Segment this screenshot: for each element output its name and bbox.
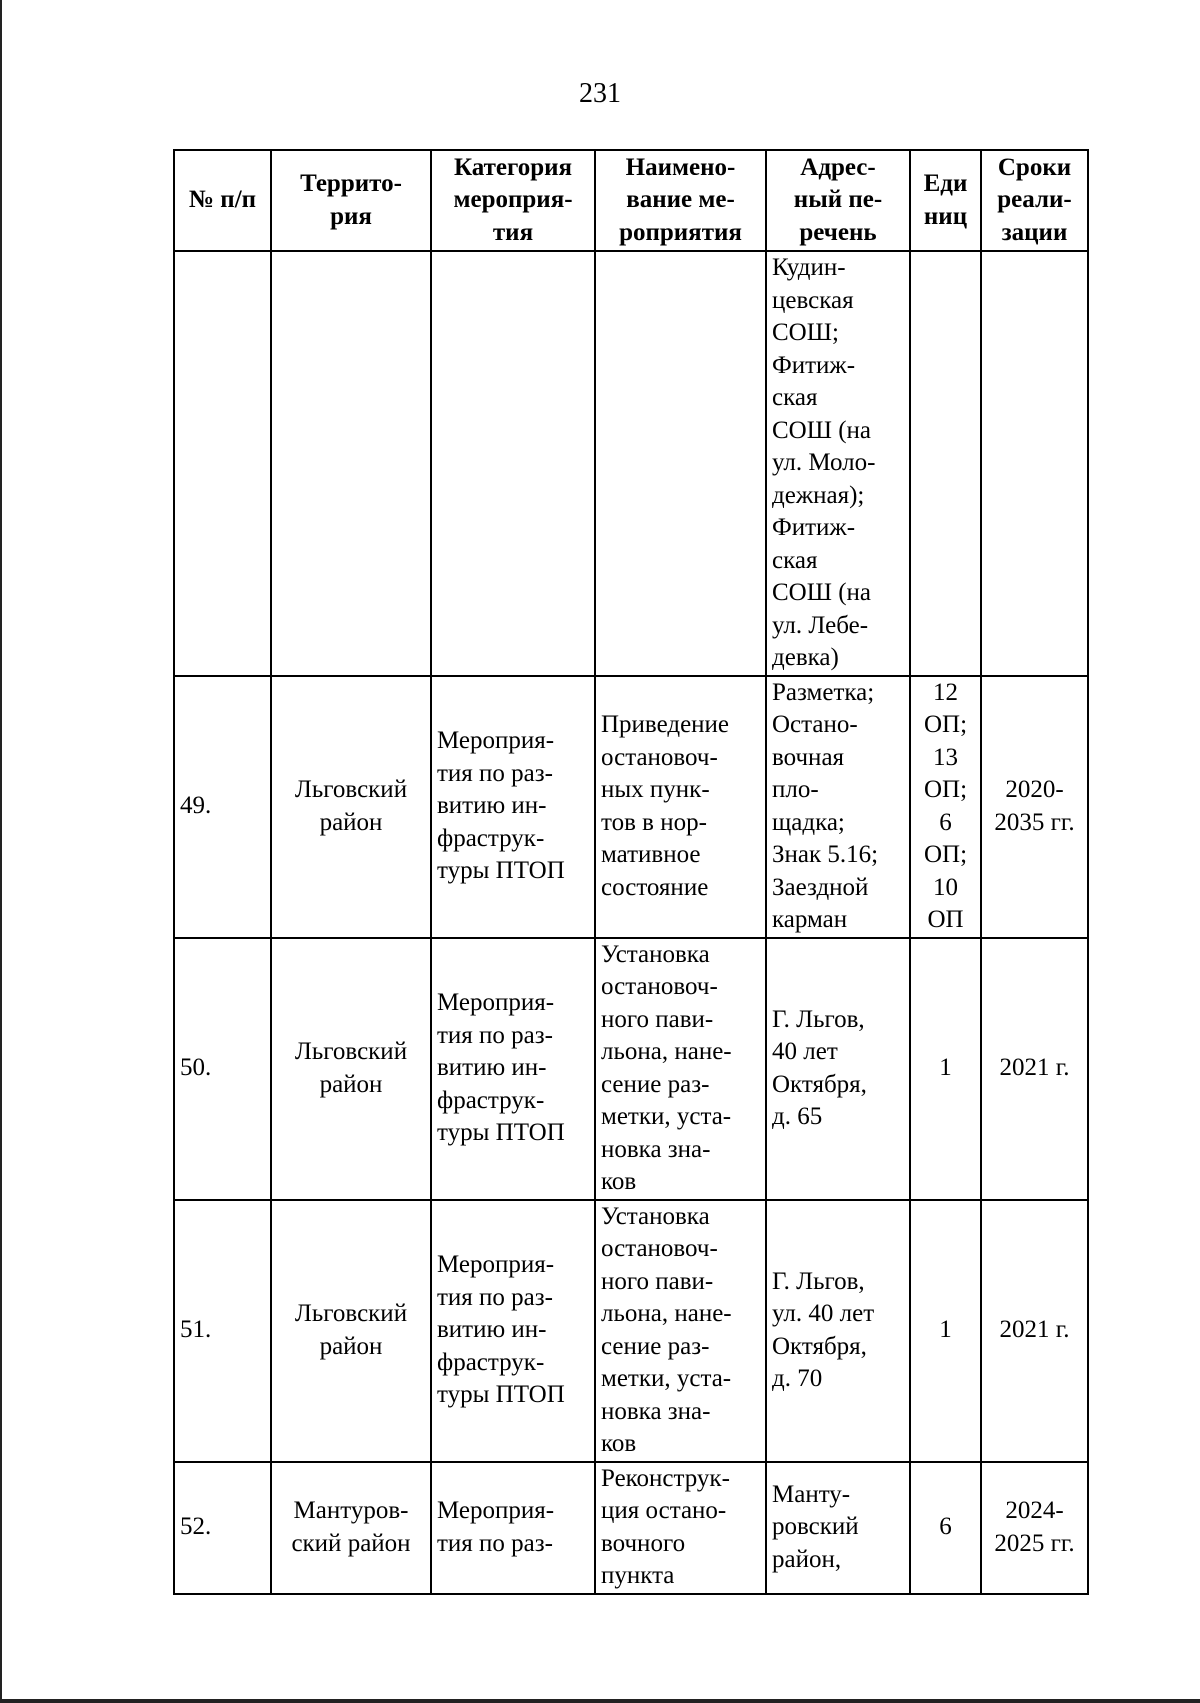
page-number: 231	[579, 78, 621, 109]
cell-text-line: ул. Лебе-	[772, 611, 869, 639]
cell-text-line: тия по раз-	[437, 1021, 553, 1049]
cell-text-line: вочного	[601, 1529, 686, 1557]
cell-units	[910, 676, 981, 938]
header-text-line: Сроки	[997, 153, 1072, 181]
cell-text-line: туры ПТОП	[437, 857, 565, 885]
header-text-line: речень	[799, 218, 877, 246]
header-text-line: Наимено-	[625, 153, 736, 181]
cell-territory	[271, 938, 431, 1200]
cell-text-line: 2025 гг.	[994, 1529, 1075, 1557]
cell-period	[981, 1200, 1088, 1462]
cell-text-line: ская	[772, 546, 818, 574]
header-text-line: ниц	[923, 202, 968, 230]
table-row	[174, 1462, 1088, 1594]
cell-number: 49.	[174, 676, 271, 938]
cell-text-line: район	[319, 1332, 383, 1360]
cell-text-line: район,	[772, 1545, 842, 1573]
cell-text-line: д. 65	[772, 1103, 823, 1130]
cell-text-line: пло-	[772, 776, 819, 803]
cell-text-line: витию ин-	[437, 1316, 547, 1344]
cell-number: 52.	[174, 1462, 271, 1594]
cell-units	[910, 1200, 981, 1462]
table-body	[174, 251, 1088, 1594]
cell-text-line: вочная	[772, 743, 845, 771]
cell-text-line: сение раз-	[601, 1070, 710, 1098]
cell-text-line: туры ПТОП	[437, 1119, 565, 1147]
cell-text-line: новка зна-	[601, 1135, 711, 1163]
header-name	[595, 150, 766, 251]
cell-category	[431, 1462, 595, 1594]
cell-text-line: 10	[933, 873, 958, 901]
header-category	[431, 150, 595, 251]
cell-measure-name	[595, 1200, 766, 1462]
cell-text-line: ул. 40 лет	[772, 1300, 875, 1327]
cell-text-line: сение раз-	[601, 1332, 710, 1360]
header-text-line: ный пе-	[793, 186, 883, 214]
cell-period	[981, 251, 1088, 676]
cell-text-line: ОП;	[923, 776, 968, 803]
header-num	[174, 150, 271, 251]
cell-text-line: Льговский	[294, 1300, 408, 1327]
cell-territory	[271, 1200, 431, 1462]
cell-text-line: фраструк-	[437, 1086, 545, 1114]
cell-text-line: СОШ (на	[772, 579, 871, 606]
header-text-line: Еди	[923, 170, 968, 197]
measures-table	[173, 149, 1089, 1595]
cell-address	[766, 1462, 910, 1594]
cell-text-line: Мантуров-	[293, 1497, 409, 1524]
cell-text-line: 1	[939, 1316, 952, 1344]
cell-text-line: 40 лет	[772, 1038, 838, 1065]
cell-address	[766, 938, 910, 1200]
cell-text-line: Октября,	[772, 1332, 867, 1360]
cell-measure-name	[595, 676, 766, 938]
cell-text-line: девка)	[772, 644, 839, 671]
cell-text-line: Г. Льгов,	[772, 1005, 865, 1033]
cell-territory	[271, 676, 431, 938]
cell-text-line: туры ПТОП	[437, 1381, 565, 1409]
cell-text-line: Заездной	[772, 873, 869, 901]
header-territory	[271, 150, 431, 251]
header-text-line: роприятия	[619, 218, 742, 246]
cell-text-line: карман	[772, 906, 848, 933]
cell-text-line: остановоч-	[601, 1235, 718, 1262]
cell-address	[766, 676, 910, 938]
cell-text-line: д. 70	[772, 1365, 823, 1392]
cell-text-line: ОП	[927, 906, 964, 933]
cell-text-line: фраструк-	[437, 824, 545, 852]
cell-text-line: Манту-	[772, 1480, 851, 1508]
cell-units	[910, 1462, 981, 1594]
cell-text-line: метки, уста-	[601, 1365, 732, 1392]
cell-text-line: ного пави-	[601, 1267, 714, 1295]
cell-text-line: район	[319, 808, 383, 836]
cell-text-line: 1	[939, 1054, 952, 1082]
cell-text-line: ных пунк-	[601, 776, 710, 803]
cell-text-line: остановоч-	[601, 973, 718, 1000]
cell-text-line: Мероприя-	[437, 727, 555, 755]
cell-text-line: щадка;	[772, 808, 845, 836]
cell-text-line: новка зна-	[601, 1397, 711, 1425]
cell-text-line: Установка	[601, 1202, 710, 1230]
cell-text-line: Приведение	[601, 711, 730, 738]
table-row	[174, 676, 1088, 938]
cell-text-line: Октября,	[772, 1070, 867, 1098]
cell-text-line: Г. Льгов,	[772, 1267, 865, 1295]
cell-text-line: дежная);	[772, 481, 865, 509]
header-text-line: тия	[492, 218, 534, 246]
cell-text-line: ного пави-	[601, 1005, 714, 1033]
cell-text-line: Кудин-	[772, 254, 846, 281]
cell-text-line: 6	[939, 808, 952, 836]
cell-measure-name	[595, 251, 766, 676]
table-header-row	[174, 150, 1088, 251]
scan-edge-bottom	[0, 1699, 1200, 1703]
cell-text-line: 2021 г.	[999, 1054, 1070, 1082]
cell-text-line: ция остано-	[601, 1497, 727, 1524]
cell-category	[431, 676, 595, 938]
cell-text-line: 6	[939, 1513, 952, 1541]
cell-text-line: льона, нане-	[601, 1300, 732, 1327]
cell-text-line: тия по раз-	[437, 1283, 553, 1311]
cell-text-line: состояние	[601, 873, 709, 901]
cell-measure-name	[595, 938, 766, 1200]
cell-text-line: Льговский	[294, 1038, 408, 1065]
cell-text-line: цевская	[772, 286, 854, 314]
table-row	[174, 938, 1088, 1200]
cell-period	[981, 1462, 1088, 1594]
cell-text-line: Мероприя-	[437, 989, 555, 1017]
cell-address	[766, 1200, 910, 1462]
header-text-line: Категория	[453, 153, 573, 181]
cell-text-line: ОП;	[923, 711, 968, 738]
scan-edge-left	[0, 0, 2, 1703]
cell-units	[910, 251, 981, 676]
header-text-line: реали-	[997, 186, 1072, 214]
cell-number: 51.	[174, 1200, 271, 1462]
cell-text-line: тия по раз-	[437, 1529, 553, 1557]
cell-text-line: район	[319, 1070, 383, 1098]
header-text-line: вание ме-	[626, 186, 735, 214]
cell-period	[981, 676, 1088, 938]
header-text-line: № п/п	[188, 186, 257, 214]
table-row	[174, 251, 1088, 676]
cell-text-line: Льговский	[294, 776, 408, 803]
header-text-line: зации	[1001, 218, 1068, 246]
header-text-line: Адрес-	[800, 153, 876, 181]
cell-period	[981, 938, 1088, 1200]
cell-text-line: ков	[601, 1430, 637, 1457]
cell-text-line: ул. Моло-	[772, 449, 876, 476]
cell-text-line: ская	[772, 384, 818, 411]
header-address	[766, 150, 910, 251]
cell-text-line: Мероприя-	[437, 1497, 555, 1524]
cell-text-line: СОШ (на	[772, 416, 871, 444]
cell-category	[431, 938, 595, 1200]
cell-text-line: Реконструк-	[601, 1464, 730, 1492]
cell-number: 50.	[174, 938, 271, 1200]
cell-text-line: витию ин-	[437, 792, 547, 820]
cell-text-line: ОП;	[923, 841, 968, 868]
cell-text-line: пункта	[601, 1562, 675, 1589]
cell-text-line: 12	[933, 678, 958, 706]
cell-text-line: Фитиж-	[772, 514, 856, 541]
header-text-line: мероприя-	[453, 186, 573, 214]
cell-text-line: 13	[933, 743, 958, 771]
cell-text-line: 2035 гг.	[994, 808, 1075, 836]
cell-text-line: Установка	[601, 940, 710, 968]
cell-text-line: 2020-	[1005, 776, 1064, 803]
cell-text-line: тов в нор-	[601, 808, 707, 836]
cell-text-line: 2024-	[1005, 1497, 1064, 1524]
cell-text-line: метки, уста-	[601, 1103, 732, 1130]
table-row	[174, 1200, 1088, 1462]
cell-category	[431, 251, 595, 676]
cell-text-line: Разметка;	[772, 678, 875, 706]
header-units	[910, 150, 981, 251]
cell-category	[431, 1200, 595, 1462]
cell-territory	[271, 251, 431, 676]
cell-text-line: ков	[601, 1168, 637, 1195]
cell-text-line: 2021 г.	[999, 1316, 1070, 1344]
cell-text-line: Фитиж-	[772, 351, 856, 379]
cell-measure-name	[595, 1462, 766, 1594]
cell-number	[174, 251, 271, 676]
cell-text-line: мативное	[601, 841, 701, 868]
cell-text-line: Знак 5.16;	[772, 841, 879, 868]
cell-text-line: льона, нане-	[601, 1038, 732, 1065]
header-text-line: Террито-	[300, 170, 402, 197]
cell-text-line: ский район	[291, 1529, 411, 1557]
cell-text-line: Мероприя-	[437, 1251, 555, 1279]
cell-text-line: ровский	[772, 1513, 859, 1541]
cell-text-line: фраструк-	[437, 1348, 545, 1376]
cell-text-line: остановоч-	[601, 743, 718, 771]
cell-address	[766, 251, 910, 676]
cell-territory	[271, 1462, 431, 1594]
cell-text-line: витию ин-	[437, 1054, 547, 1082]
cell-text-line: СОШ;	[772, 319, 839, 346]
cell-text-line: Остано-	[772, 711, 858, 738]
cell-units	[910, 938, 981, 1200]
cell-text-line: тия по раз-	[437, 759, 553, 787]
header-period	[981, 150, 1088, 251]
header-text-line: рия	[330, 202, 372, 230]
